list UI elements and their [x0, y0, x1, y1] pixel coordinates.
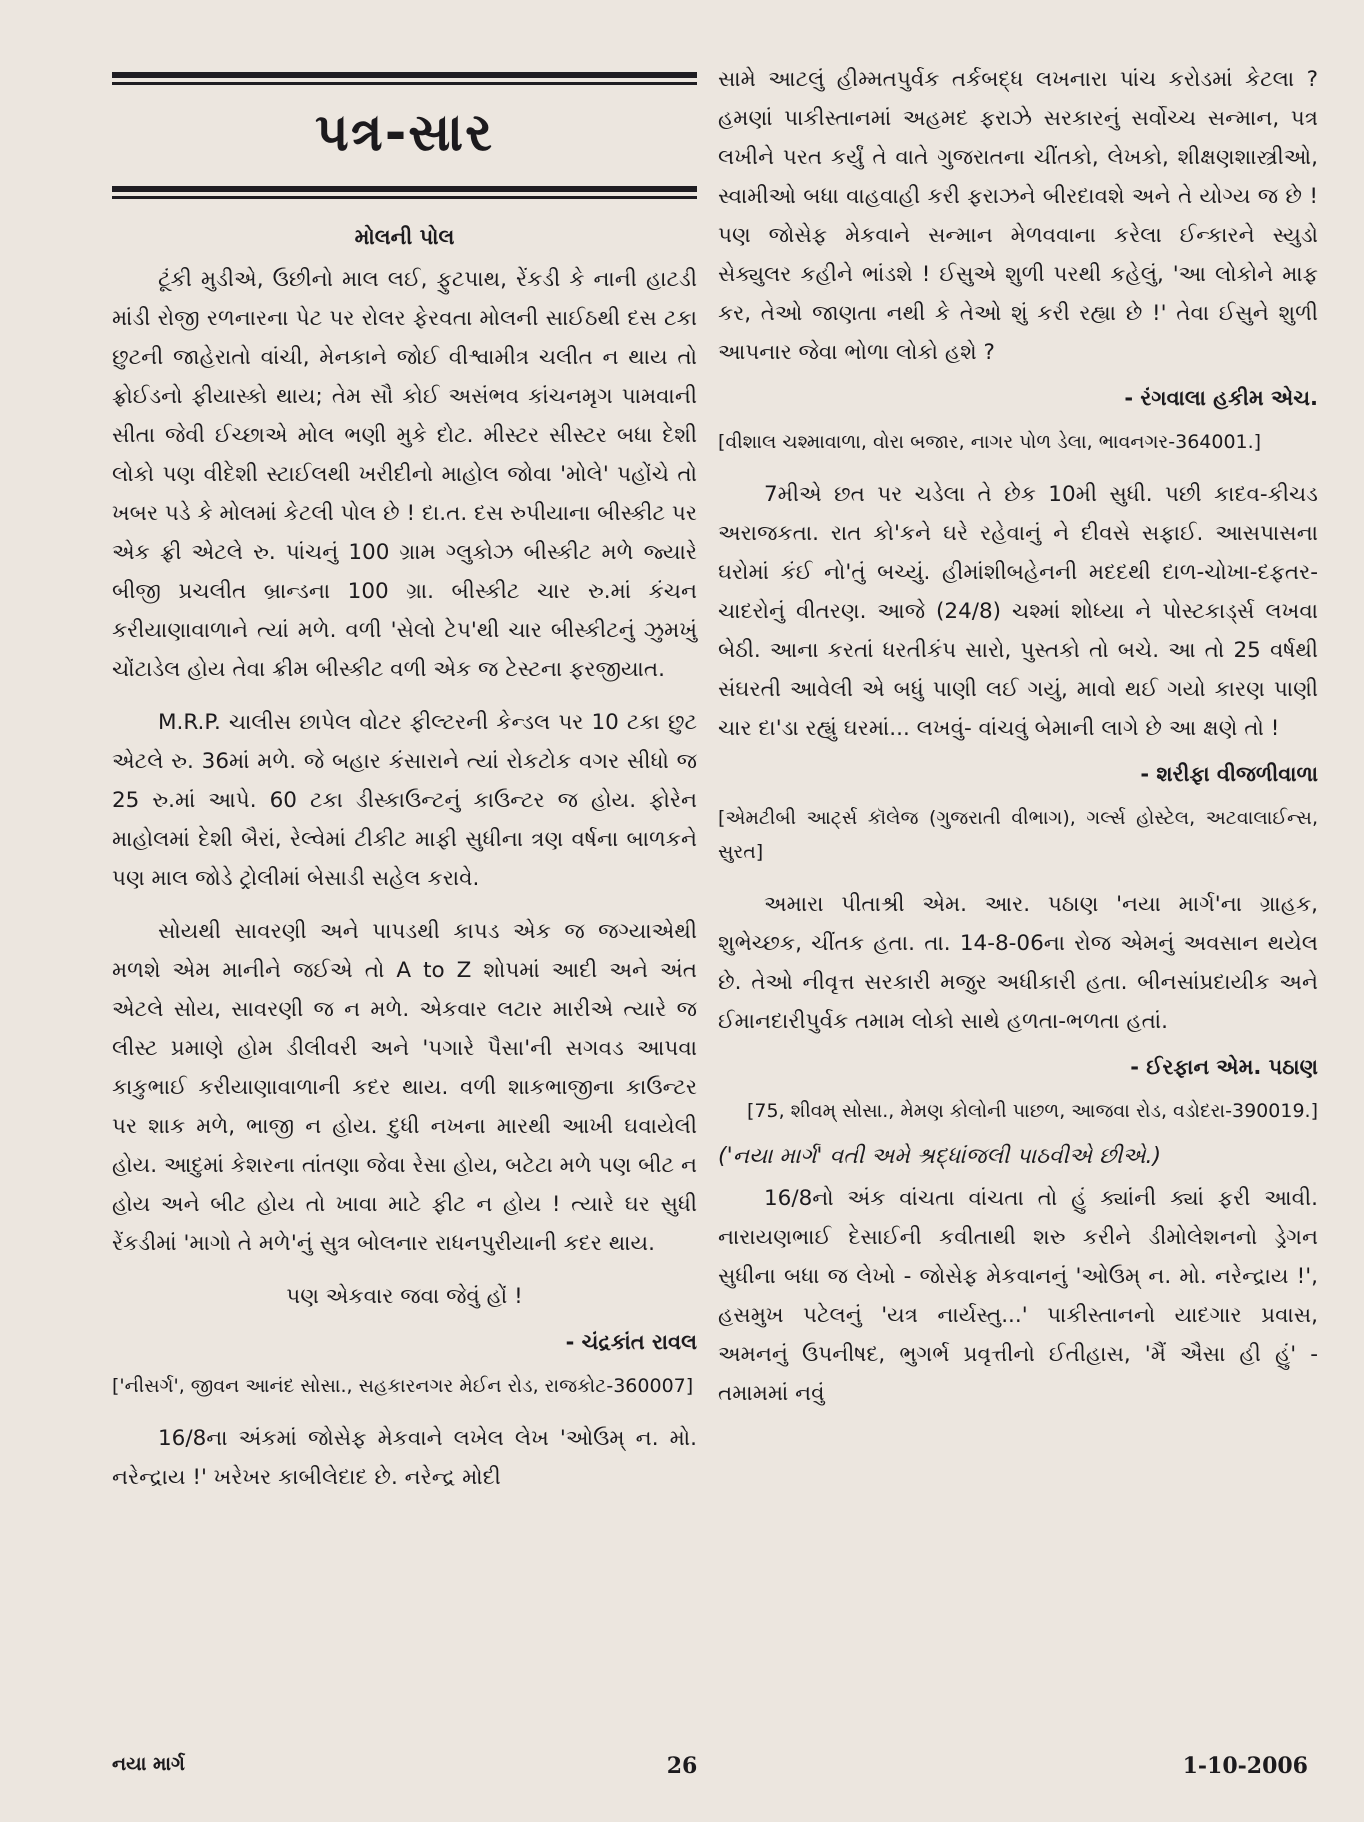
letter-signature: - શરીફા વીજળીવાળા [1140, 762, 1318, 786]
letter-address: [75, શીવમ્ સોસા., મેમણ કોલોની પાછળ, આજવા રોડ, વડોદરા-390019.] [747, 1100, 1318, 1122]
letter-paragraph: અમારા પીતાશ્રી એમ. આર. પઠાણ 'નયા માર્ગ'ના ગ્રાહક, શુભેચ્છક, ચીંતક હતા. તા. 14-8-06ના રોજ એમનું અવસાન થયેલ છે. તેઓ નીવૃત્ત સરકારી મજુર અધીકારી હતા. બીનસાંપ્રદાયીક અને ઈમાનદારીપુર્વક તમામ લોકો સાથે હળતા-ભળતા હતાં. [718, 892, 1318, 1034]
letter-paragraph: 16/8ના અંકમાં જોસેફ મેકવાને લખેલ લેખ 'ઓઉમ્ ન. મો. નરેન્દ્રાય !' ખરેખર કાબીલેદાદ છે. નરેન્દ્ર મોદી [112, 1426, 697, 1490]
letter-paragraph: 16/8નો અંક વાંચતા વાંચતા તો હું ક્યાંની ક્યાં ફરી આવી. નારાયણભાઈ દેસાઈની કવીતાથી શરુ કરીને ડીમોલેશનનો ડ્રેગન સુધીના બધા જ લેખો - જોસેફ મેકવાનનું 'ઓઉમ્ ન. મો. નરેન્દ્રાય !', હસમુખ પટેલનું 'યત્ર નાર્યસ્તુ...' પાકીસ્તાનનો યાદગાર પ્રવાસ, અમનનું ઉપનીષદ, ભુગર્ભ પ્રવૃત્તીનો ઈતીહાસ, 'મૈં ઐસા હી હું' - તમામમાં નવું [718, 1186, 1318, 1406]
footer-magazine-name: નયા માર્ગ [112, 1753, 185, 1775]
editor-note: ('નયા માર્ગ' વતી અમે શ્રદ્ધાંજલી પાઠવીએ છીએ.) [718, 1144, 1162, 1169]
title-rule-thin [112, 196, 697, 199]
letter-paragraph: સામે આટલું હીમ્મતપુર્વક તર્કબદ્ધ લખનારા પાંચ કરોડમાં કેટલા ? હમણાં પાકીસ્તાનમાં અહમદ ફરાઝે સરકારનું સર્વોચ્ચ સન્માન, પત્ર લખીને પરત કર્યું તે વાતે ગુજરાતના ચીંતકો, લેખકો, શીક્ષણશાસ્ત્રીઓ, સ્વામીઓ બધા વાહવાહી કરી ફરાઝને બીરદાવશે અને તે યોગ્ય જ છે ! પણ જોસેફ મેકવાને સન્માન મેળવવાના કરેલા ઈન્કારને સ્યુડો સેક્યુલર કહીને ભાંડશે ! ઈસુએ શુળી પરથી કહેલું, 'આ લોકોને માફ કર, તેઓ જાણતા નથી કે તેઓ શું કરી રહ્યા છે !' તેવા ઈસુને શુળી આપનાર જેવા ભોળા લોકો હશે ? [718, 67, 1318, 365]
title-rule [112, 186, 697, 192]
letter-paragraph: M.R.P. ચાલીસ છાપેલ વોટર ફીલ્ટરની કેન્ડલ પર 10 ટકા છુટ એટલે રુ. 36માં મળે. જે બહાર કંસારાને ત્યાં રોકટોક વગર સીધો જ 25 રુ.માં આપે. 60 ટકા ડીસ્કાઉન્ટનું કાઉન્ટર જ હોય. ફોરેન માહોલમાં દેશી બૈરાં, રેલ્વેમાં ટીકીટ માફી સુધીના ત્રણ વર્ષના બાળકને પણ માલ જોડે ટ્રોલીમાં બેસાડી સહેલ કરાવે. [112, 710, 697, 891]
letter-heading: મોલની પોલ [354, 225, 455, 249]
right-column [718, 60, 1318, 1427]
top-rule [112, 72, 697, 78]
letter-paragraph: ટૂંકી મુડીએ, ઉછીનો માલ લઈ, ફુટપાથ, રેંકડી કે નાની હાટડી માંડી રોજી રળનારના પેટ પર રોલર ફેરવતા મોલની સાઈઠથી દસ ટકા છુટની જાહેરાતો વાંચી, મેનકાને જોઈ વીશ્વામીત્ર ચલીત ન થાય તો ફ્રોઈડનો ફીયાસ્કો થાય; તેમ સૌ કોઈ અસંભવ કાંચનમૃગ પામવાની સીતા જેવી ઈચ્છાએ મોલ ભણી મુકે દોટ. મીસ્ટર સીસ્ટર બધા દેશી લોકો પણ વીદેશી સ્ટાઈલથી ખરીદીનો માહોલ જોવા 'મોલે' પહોંચે તો ખબર પડે કે મોલમાં કેટલી પોલ છે ! દા.ત. દસ રુપીયાના બીસ્કીટ પર એક ફ્રી એટલે રુ. પાંચનું 100 ગ્રામ ગ્લુકોઝ બીસ્કીટ મળે જ્યારે બીજી પ્રચલીત બ્રાન્ડના 100 ગ્રા. બીસ્કીટ ચાર રુ.માં કંચન કરીયાણાવાળાને ત્યાં મળે. વળી 'સેલો ટેપ'થી ચાર બીસ્કીટનું ઝુમખું ચોંટાડેલ હોય તેવા ક્રીમ બીસ્કીટ વળી એક જ ટેસ્ટના ફરજીયાત. [112, 267, 697, 682]
letter-paragraph: સોયથી સાવરણી અને પાપડથી કાપડ એક જ જગ્યાએથી મળશે એમ માનીને જઈએ તો A to Z શોપમાં આદી અને અંત એટલે સોય, સાવરણી જ ન મળે. એકવાર લટાર મારીએ ત્યારે જ લીસ્ટ પ્રમાણે હોમ ડીલીવરી અને 'પગારે પૈસા'ની સગવડ આપવા કાકુભાઈ કરીયાણાવાળાની કદર થાય. વળી શાકભાજીના કાઉન્ટર પર શાક મળે, ભાજી ન હોય. દુધી નખના મારથી આખી ઘવાયેલી હોય. આદુમાં કેશરના તાંતણા જેવા રેસા હોય, બટેટા મળે પણ બીટ ન હોય અને બીટ હોય તો ખાવા માટે ફીટ ન હોય ! ત્યારે ઘર સુધી રેંકડીમાં 'માગો તે મળે'નું સુત્ર બોલનાર રાધનપુરીયાની કદર થાય. [112, 919, 697, 1256]
footer-date: 1-10-2006 [1182, 1753, 1308, 1779]
letter-address: [એમટીબી આર્ટ્સ કૉલેજ (ગુજરાતી વીભાગ), ગર્લ્સ હોસ્ટેલ, અટવાલાઈન્સ, સુરત] [718, 807, 1318, 863]
letter-address: ['નીસર્ગ', જીવન આનંદ સોસા., સહકારનગર મેઈન રોડ, રાજકોટ-360007] [112, 1375, 694, 1397]
left-column [112, 72, 697, 1511]
letter-paragraph: 7મીએ છત પર ચડેલા તે છેક 10મી સુધી. પછી કાદવ-કીચડ અરાજકતા. રાત કો'કને ઘરે રહેવાનું ને દીવસે સફાઈ. આસપાસના ઘરોમાં કંઈ નો'તું બચ્યું. હીમાંશીબહેનની મદદથી દાળ-ચોખા-દફતર-ચાદરોનું વીતરણ. આજે (24/8) ચશ્માં શોધ્યા ને પોસ્ટકાર્ડ્સ લખવા બેઠી. આના કરતાં ધરતીકંપ સારો, પુસ્તકો તો બચે. આ તો 25 વર્ષથી સંઘરતી આવેલી એ બધું પાણી લઈ ગયું, માવો થઈ ગયો કારણ પાણી ચાર દા'ડા રહ્યું ઘરમાં... લખવું- વાંચવું બેમાની લાગે છે આ ક્ષણે તો ! [718, 482, 1318, 741]
top-rule-thin [112, 82, 697, 85]
page-title: પત્ર-સાર [314, 103, 495, 163]
letter-signature: - ઈરફાન એમ. પઠાણ [1130, 1055, 1318, 1079]
letter-paragraph: પણ એકવાર જવા જેવું હોં ! [286, 1284, 523, 1309]
letter-signature: - રંગવાલા હકીમ એચ. [1124, 386, 1318, 410]
page-footer [0, 1753, 1364, 1793]
letter-address: [વીશાલ ચશ્માવાળા, વોરા બજાર, નાગર પોળ ડેલા, ભાવનગર-364001.] [718, 431, 1262, 453]
letter-signature: - ચંદ્રકાંત રાવલ [565, 1330, 697, 1354]
footer-page-number: 26 [666, 1753, 698, 1779]
